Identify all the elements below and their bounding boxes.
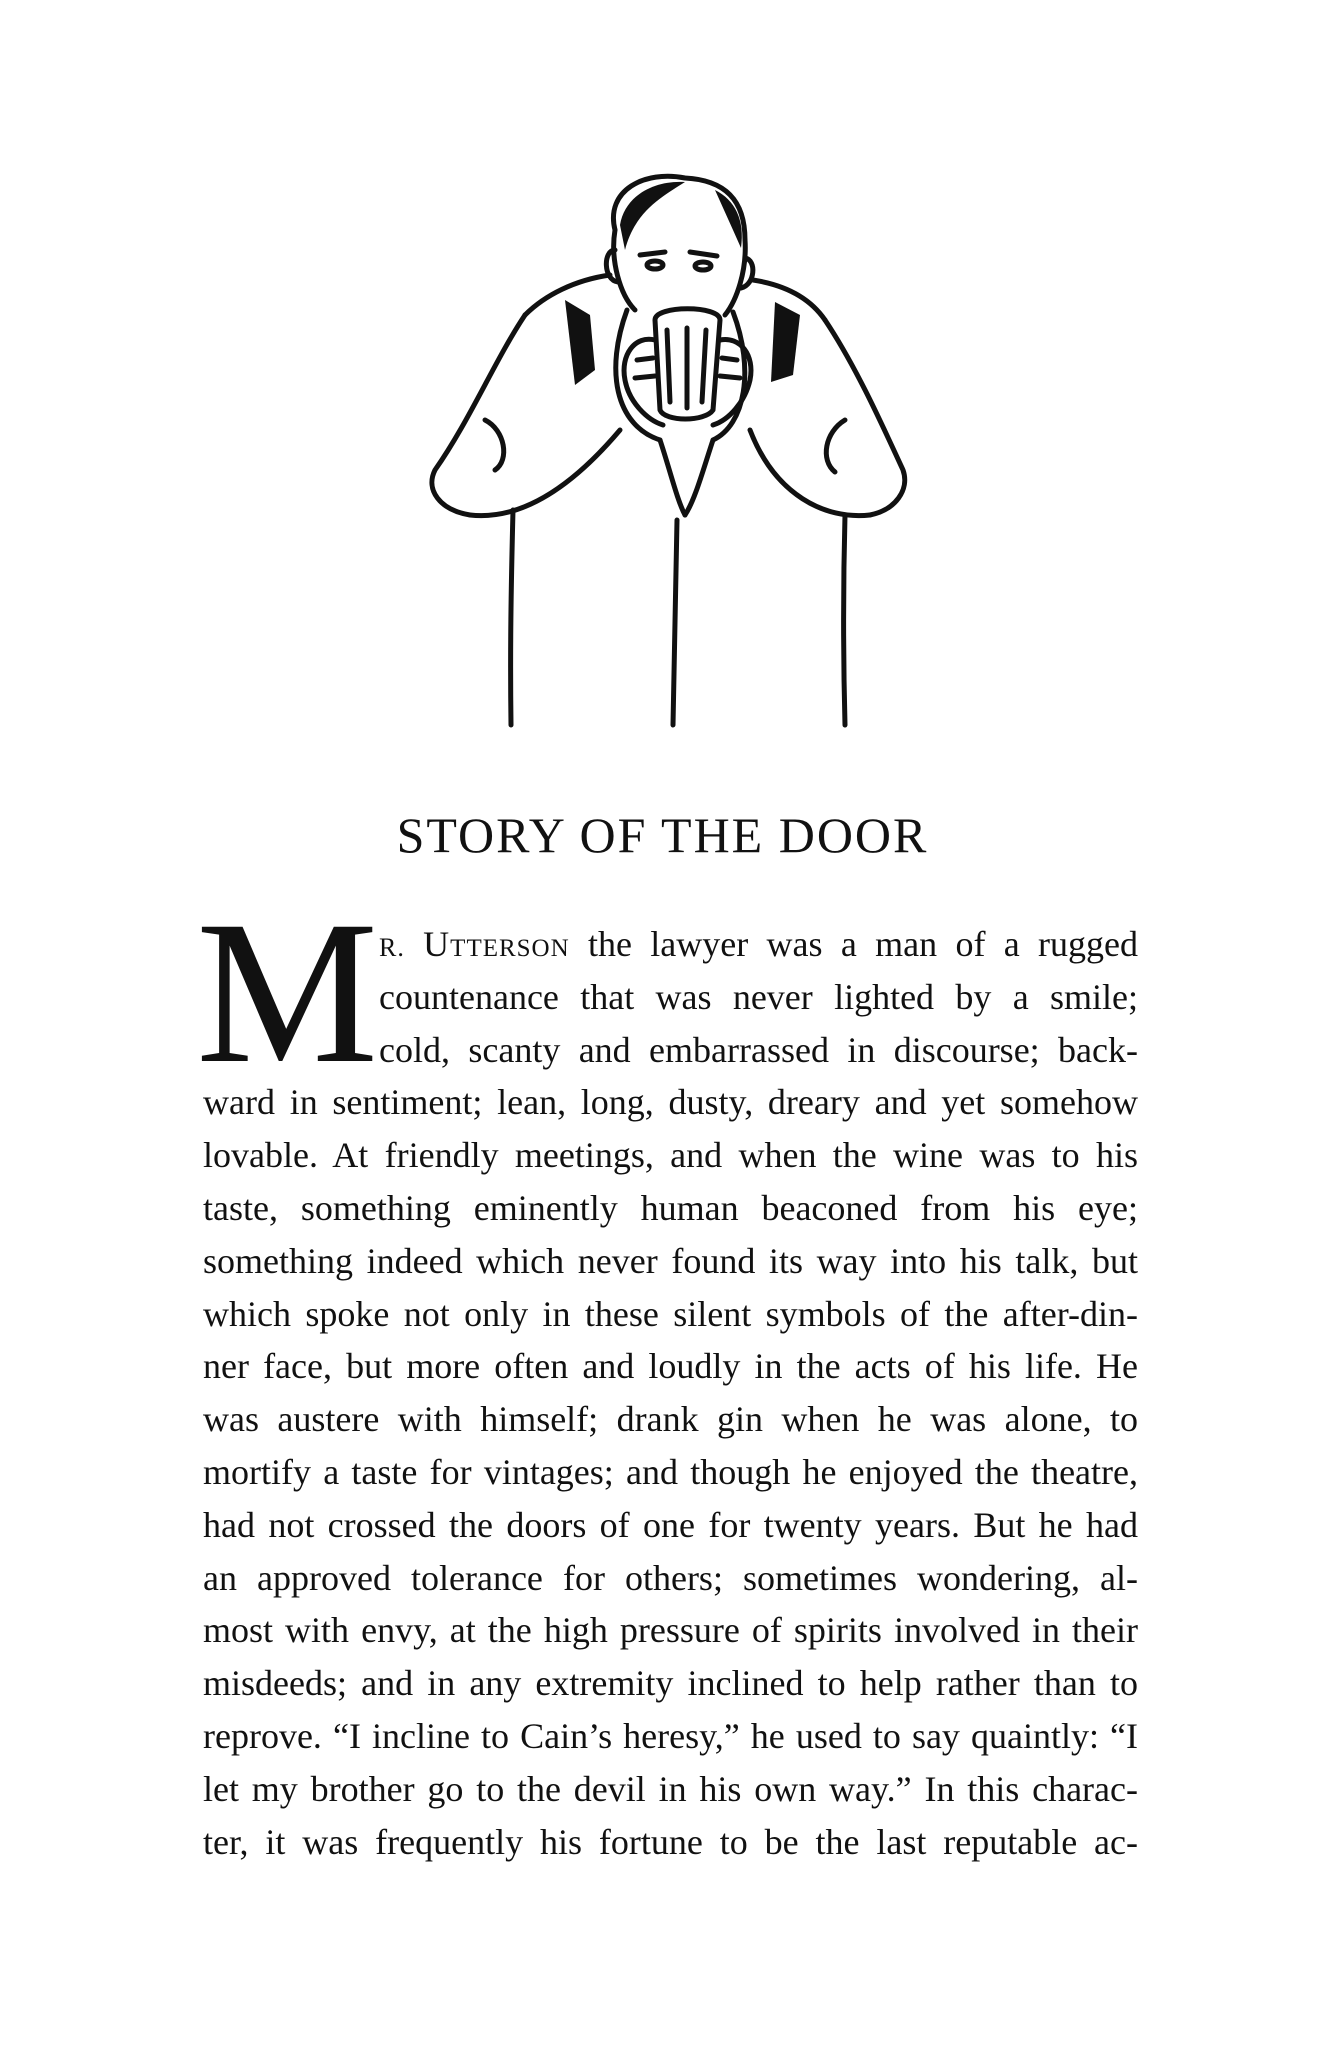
text-line: an approved tolerance for others; sometimes wondering, al- — [203, 1557, 1138, 1598]
character-name: Utterson — [423, 924, 570, 964]
text-line: taste, something eminently human beaconed from his eye; — [203, 1187, 1138, 1228]
text-line: let my brother go to the devil in his own way.” In this charac- — [203, 1768, 1138, 1809]
text-line: was austere with himself; drank gin when he was alone, to — [203, 1399, 1138, 1440]
line-text: the lawyer was a man of a rugged — [569, 924, 1139, 964]
chapter-title: STORY OF THE DOOR — [396, 807, 929, 863]
text-line: reprove. “I incline to Cain’s heresy,” he used to say quaintly: “I — [203, 1715, 1138, 1756]
text-line: cold, scanty and embarrassed in discourse; back- — [379, 1029, 1138, 1070]
drop-cap: M — [196, 879, 379, 1106]
text-line — [379, 918, 1138, 971]
text-line: something indeed which never found its way into his talk, but — [203, 1240, 1138, 1281]
text-line: mortify a taste for vintages; and though he enjoyed the theatre, — [203, 1451, 1138, 1492]
first-word-rest: R. — [379, 933, 405, 962]
body-paragraph — [203, 918, 1138, 1868]
text-line: ner face, but more often and loudly in the acts of his life. He — [203, 1346, 1138, 1387]
text-line: had not crossed the doors of one for twenty years. But he had — [203, 1504, 1138, 1545]
man-drinking-illustration-icon — [415, 170, 915, 730]
text-line: ter, it was frequently his fortune to be the last reputable ac- — [203, 1821, 1138, 1862]
text-line: ward in sentiment; lean, long, dusty, dreary and yet somehow — [203, 1082, 1138, 1123]
text-line: which spoke not only in these silent symbols of the after-din- — [203, 1293, 1138, 1334]
text-line: misdeeds; and in any extremity inclined to help rather than to — [203, 1663, 1138, 1704]
text-line: countenance that was never lighted by a smile; — [379, 976, 1138, 1017]
text-line: most with envy, at the high pressure of spirits involved in their — [203, 1610, 1138, 1651]
text-line: lovable. At friendly meetings, and when the wine was to his — [203, 1135, 1138, 1176]
